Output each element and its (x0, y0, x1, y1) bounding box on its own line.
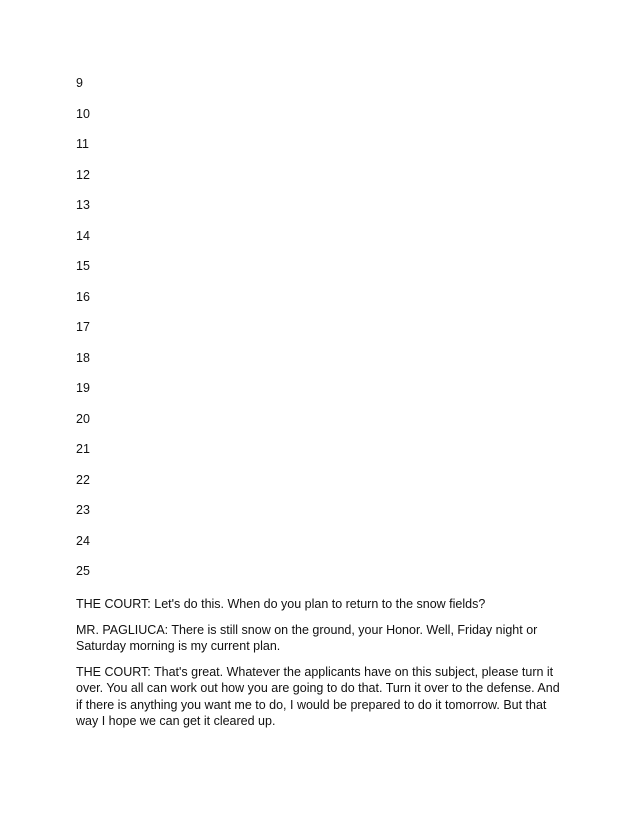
line-number: 13 (76, 198, 90, 212)
transcript-paragraph: MR. PAGLIUCA: There is still snow on the ground, your Honor. Well, Friday night or Saturday morning is my current plan. (76, 622, 538, 653)
line-number: 19 (76, 381, 90, 395)
line-number-column (76, 76, 90, 595)
line-number: 23 (76, 503, 90, 517)
line-number: 20 (76, 411, 90, 426)
transcript-text (76, 596, 566, 739)
line-number: 22 (76, 472, 90, 487)
transcript-paragraph: THE COURT: Let's do this. When do you plan to return to the snow fields? (76, 597, 486, 611)
line-number: 16 (76, 289, 90, 304)
line-number: 18 (76, 350, 90, 365)
line-number: 9 (76, 76, 83, 90)
line-number: 17 (76, 320, 90, 334)
line-number: 21 (76, 442, 90, 456)
line-number: 24 (76, 533, 90, 548)
line-number: 11 (76, 137, 89, 151)
line-number: 25 (76, 564, 90, 578)
line-number: 15 (76, 259, 90, 273)
line-number: 12 (76, 167, 90, 182)
line-number: 14 (76, 228, 90, 243)
line-number: 10 (76, 106, 90, 121)
transcript-paragraph: THE COURT: That's great. Whatever the applicants have on this subject, please turn it over. You all can work out how you are going to do that. Turn it over to the defense. And if there is anything you want me to do, I would be prepared to do it tomorrow. But that way I hope we can get it cleared up. (76, 664, 560, 728)
